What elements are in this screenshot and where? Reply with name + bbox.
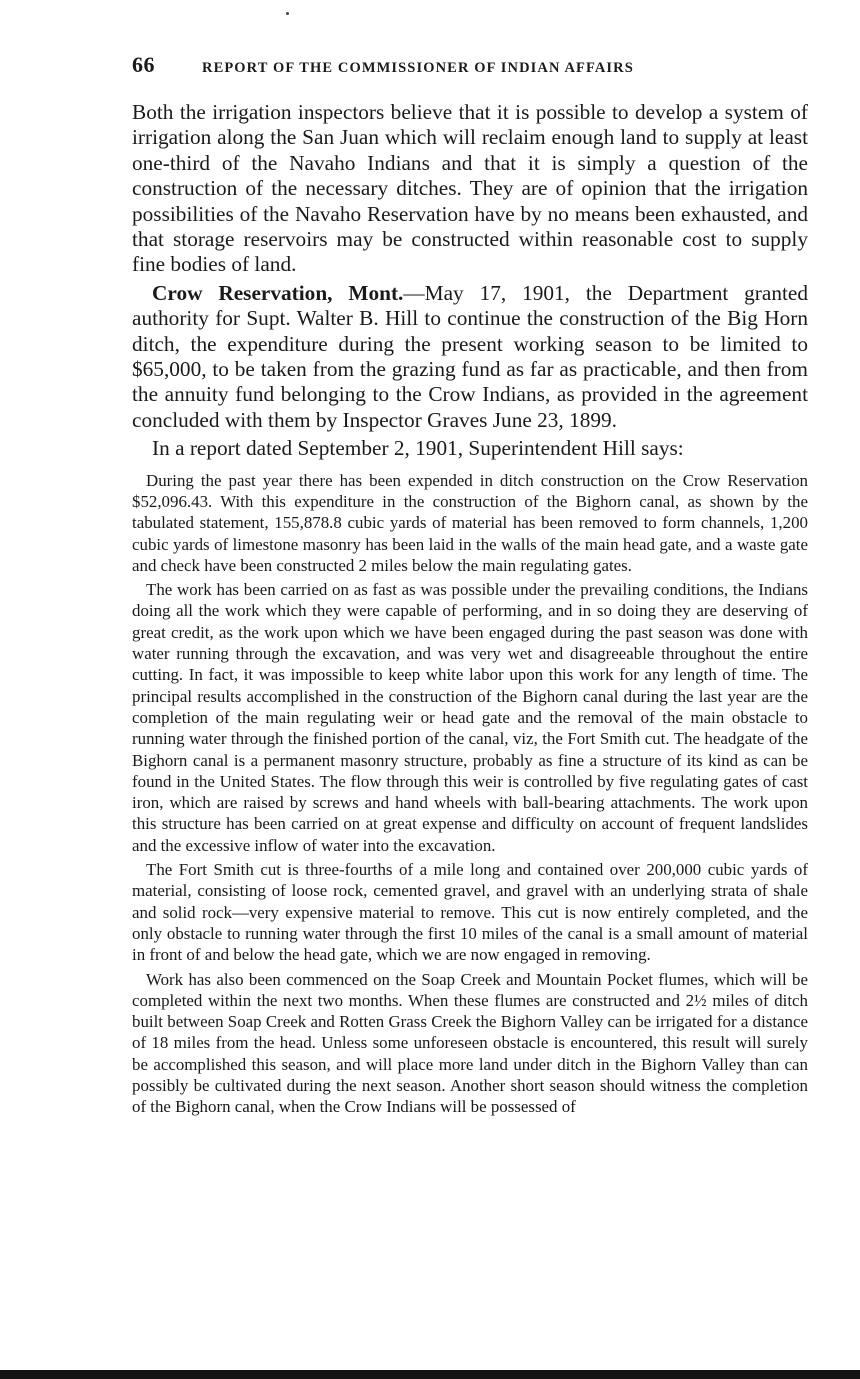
paragraph-text: In a report dated September 2, 1901, Superintendent Hill says:: [152, 436, 684, 461]
quoted-report: [132, 470, 808, 1118]
quoted-paragraph-fort-smith-cut: The Fort Smith cut is three-fourths of a mile long and contained over 200,000 cubic yards of material, consisting of loose rock, cemented gravel, and gravel with an underlying strata of shale and solid rock—very expensive material to remove. This cut is now entirely completed, and the only obstacle to running water through the first 10 miles of the canal is a small amount of material in front of and below the head gate, which we are now engaged in removing.: [132, 860, 808, 965]
running-head: REPORT OF THE COMMISSIONER OF INDIAN AFFAIRS: [202, 60, 634, 76]
body-text: [132, 100, 808, 1121]
paragraph-crow-reservation: [132, 281, 808, 433]
quoted-paragraph-flumes: Work has also been commenced on the Soap Creek and Mountain Pocket flumes, which will be completed within the next two months. When these flumes are constructed and 2½ miles of ditch built between Soap Creek and Rotten Grass Creek the Bighorn Valley can be irrigated for a distance of 18 miles from the head. Unless some unforeseen obstacle is encountered, this result will surely be accomplished this season, and will place more land under ditch in the Bighorn Valley than can possibly be cultivated during the next season. Another short season should witness the completion of the Bighorn canal, when the Crow Indians will be possessed of: [132, 969, 808, 1117]
paragraph-text: —May 17, 1901, the Department granted authority for Supt. Walter B. Hill to continue the construction of the Big Horn ditch, the expenditure during the present working season to be limited to $65,000, to be taken from the grazing fund as far as practicable, and then from the annuity fund belonging to the Crow Indians, as provided in the agreement concluded with them by Inspector Graves June 23, 1899.: [132, 280, 808, 432]
paragraph-text: Both the irrigation inspectors believe that it is possible to develop a system of irrigation along the San Juan which will reclaim enough land to supply at least one-third of the Navaho Indians and that it is simply a question of the construction of the necessary ditches. They are of opinion that the irrigation possibilities of the Navaho Reservation have by no means been exhausted, and that storage reservoirs may be constructed within reasonable cost to supply fine bodies of land.: [132, 100, 808, 277]
page-header: [132, 52, 808, 86]
page-number: 66: [132, 52, 155, 77]
quoted-paragraph-work-progress: The work has been carried on as fast as was possible under the prevailing conditions, the Indians doing all the work which they were capable of performing, and in so doing they are deserving of great credit, as the work upon which we have been engaged during the past season was done with water running through the excavation, and was very wet and disagreeable throughout the entire cutting. In fact, it was impossible to keep white labor upon this work for any length of time. The principal results accomplished in the construction of the Bighorn canal during the last year are the completion of the main regulating weir or head gate and the removal of the main obstacle to running water through the finished portion of the canal, viz, the Fort Smith cut. The headgate of the Bighorn canal is a permanent masonry structure, probably as fine a structure of its kind as can be found in the United States. The flow through this weir is controlled by five regulating gates of cast iron, which are raised by screws and hand wheels with ball-bearing attachments. The work upon this structure has been carried on at great expense and difficulty on account of frequent landslides and the excessive inflow of water into the excavation.: [132, 580, 808, 855]
scan-bottom-edge: [0, 1370, 860, 1379]
paragraph-report-intro: [132, 436, 808, 461]
quoted-paragraph-expenditure: During the past year there has been expended in ditch construction on the Crow Reservation $52,096.43. With this expenditure in the construction of the Bighorn canal, as shown by the tabulated statement, 155,878.8 cubic yards of material has been removed to form channels, 1,200 cubic yards of limestone masonry has been laid in the walls of the main head gate, and a waste gate and check have been constructed 2 miles below the main regulating gates.: [132, 470, 808, 575]
paragraph-irrigation-inspectors: [132, 100, 808, 278]
section-run-in-heading: Crow Reservation, Mont.: [152, 280, 404, 305]
scan-speck: [286, 12, 289, 15]
